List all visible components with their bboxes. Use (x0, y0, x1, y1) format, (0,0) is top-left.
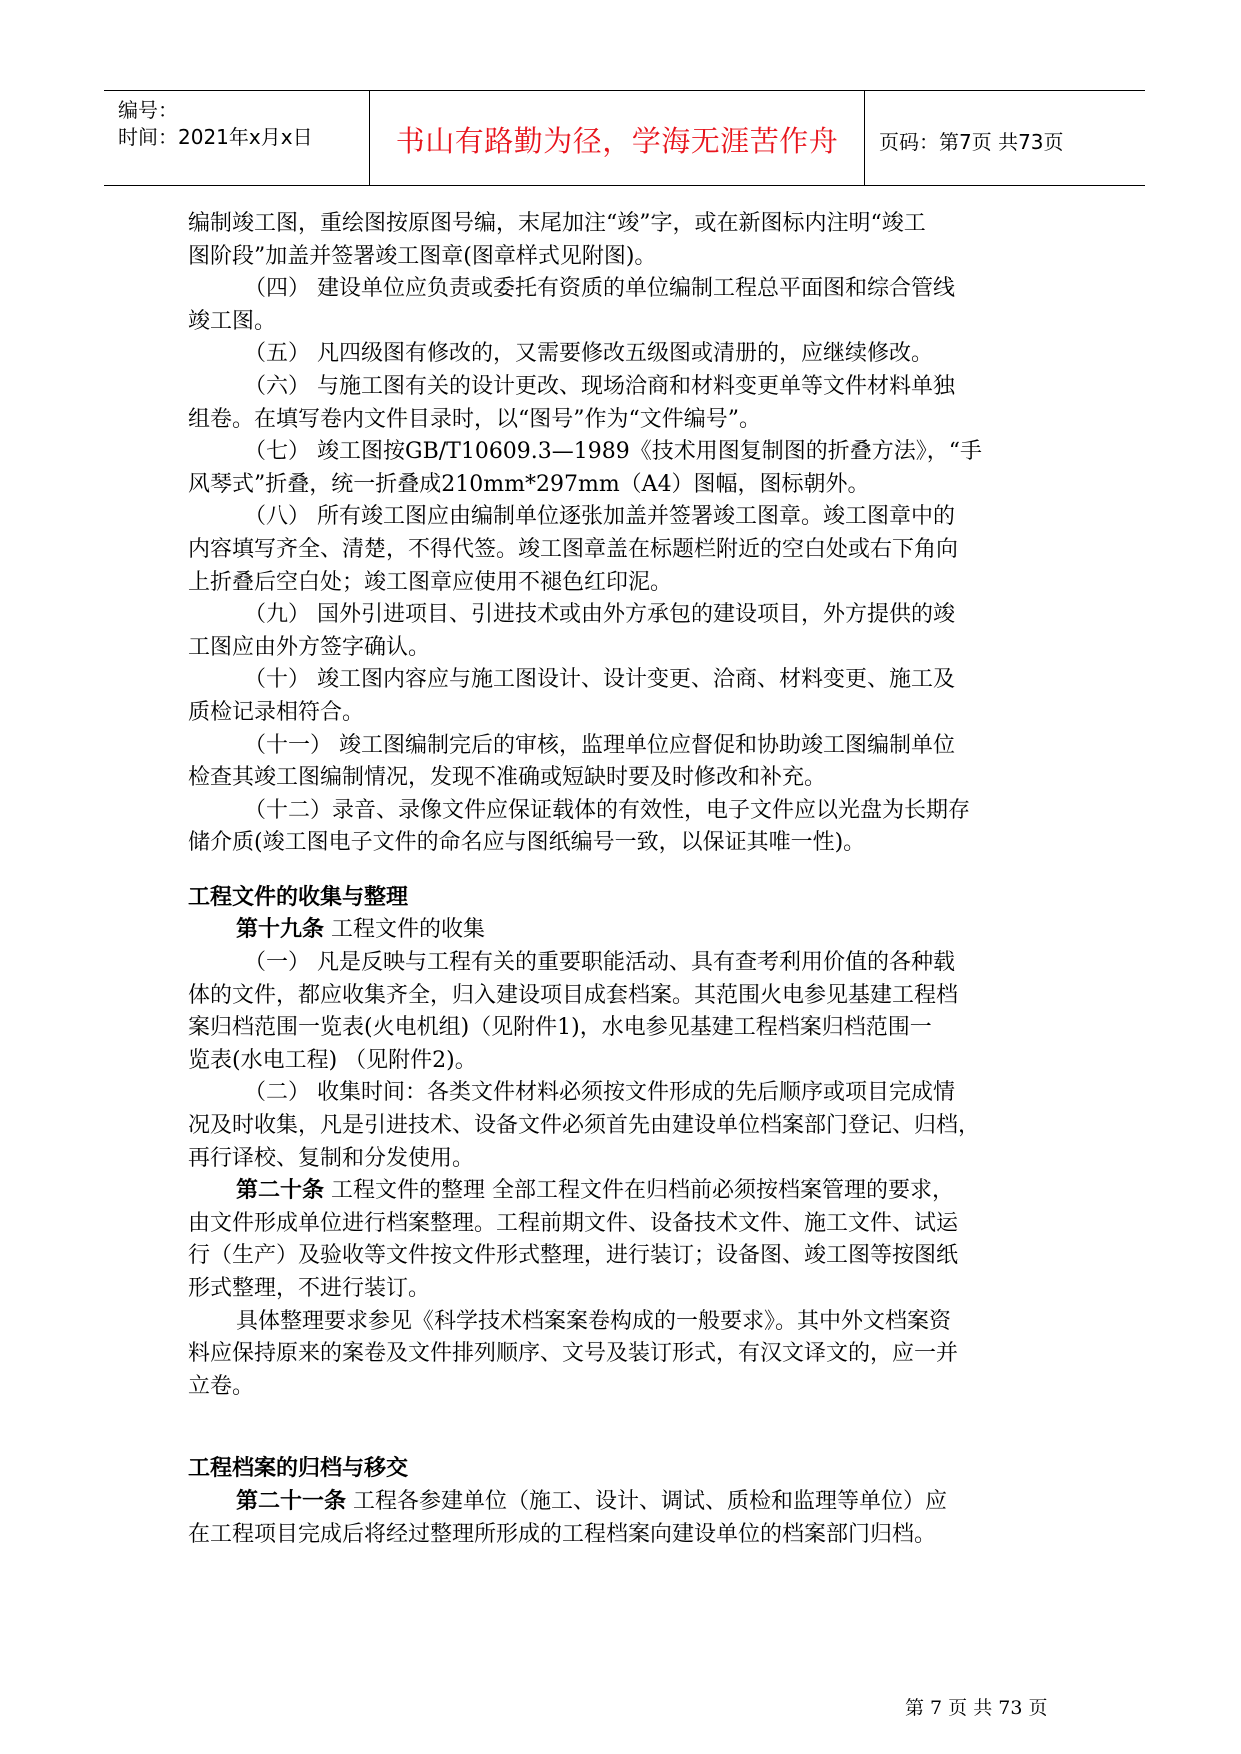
text-line: 竣工图。 (188, 308, 277, 334)
article-heading-19 (188, 914, 1058, 947)
text-line: （五） 凡四级图有修改的，又需要修改五级图或清册的，应继续修改。 (244, 341, 933, 367)
header-page-number: 页码：第7页 共73页 (879, 130, 1064, 154)
article-number: 第二十一条 (236, 1488, 347, 1514)
text-line: （九） 国外引进项目、引进技术或由外方承包的建设项目，外方提供的竣 (244, 602, 955, 628)
section-heading: 工程档案的归档与移交 (188, 1456, 409, 1482)
text-line: 上折叠后空白处；竣工图章应使用不褪色红印泥。 (188, 569, 673, 595)
paragraph-item-12 (188, 795, 1058, 860)
text-line: 由文件形成单位进行档案整理。工程前期文件、设备技术文件、施工文件、试运 (188, 1210, 959, 1236)
paragraph-item-6 (188, 371, 1058, 436)
text-line (188, 1486, 1058, 1519)
paragraph-item-7 (188, 436, 1058, 501)
paragraph-19-1 (188, 947, 1058, 1077)
article-21 (188, 1486, 1058, 1551)
text-line: 组卷。在填写卷内文件目录时，以“图号”作为“文件编号”。 (188, 406, 761, 432)
article-number: 第十九条 (236, 917, 325, 943)
text-line: 再行译校、复制和分发使用。 (188, 1145, 475, 1171)
text-line: 立卷。 (188, 1373, 255, 1399)
article-title: 工程文件的收集 (324, 917, 486, 943)
text-line: 质检记录相符合。 (188, 699, 365, 725)
header-left-cell (104, 91, 369, 185)
text-line: （二） 收集时间：各类文件材料必须按文件形成的先后顺序或项目完成情 (244, 1080, 955, 1106)
header-motto: 书山有路勤为径，学海无涯苦作舟 (395, 124, 839, 158)
text-line: 形式整理，不进行装订。 (188, 1276, 431, 1301)
text-line: 风琴式”折叠，统一折叠成210mm*297mm（A4）图幅，图标朝外。 (188, 471, 870, 497)
article-number: 第二十条 (236, 1178, 325, 1204)
text-line: 料应保持原来的案卷及文件排列顺序、文号及装订形式，有汉文译文的，应一并 (188, 1341, 959, 1367)
text-line: 工图应由外方签字确认。 (188, 634, 431, 660)
page-footer: 第 7 页 共 73 页 (905, 1697, 1048, 1719)
text-line: （十二）录音、录像文件应保证载体的有效性，电子文件应以光盘为长期存 (244, 797, 971, 823)
text-line: （一） 凡是反映与工程有关的重要职能活动、具有查考利用价值的各种载 (244, 950, 955, 976)
text-line: （八） 所有竣工图应由编制单位逐张加盖并签署竣工图章。竣工图章中的 (244, 504, 955, 530)
text-line: （七） 竣工图按GB/T10609.3—1989《技术用图复制图的折叠方法》，“手 (244, 439, 983, 465)
paragraph-item-4 (188, 273, 1058, 338)
paragraph-19-2 (188, 1077, 1058, 1175)
article-20 (188, 1175, 1058, 1305)
text-line: （十一） 竣工图编制完后的审核，监理单位应督促和协助竣工图编制单位 (244, 732, 955, 758)
document-body (188, 208, 1058, 1551)
section-heading: 工程文件的收集与整理 (188, 884, 409, 910)
paragraph-20-2 (188, 1306, 1058, 1404)
document-time: 时间：2021年x月x日 (118, 125, 313, 149)
text-line: 行（生产）及验收等文件按文件形式整理，进行装订；设备图、竣工图等按图纸 (188, 1243, 959, 1269)
text-line: 体的文件，都应收集齐全，归入建设项目成套档案。其范围火电参见基建工程档 (188, 982, 959, 1008)
paragraph-item-11 (188, 730, 1058, 795)
text-line: 览表(水电工程) （见附件2)。 (188, 1047, 477, 1073)
header-center-cell (369, 91, 865, 185)
document-number-label: 编号： (118, 98, 178, 122)
text-line: 况及时收集，凡是引进技术、设备文件必须首先由建设单位档案部门登记、归档， (188, 1113, 981, 1139)
text-line (188, 1175, 1058, 1208)
text-line: 检查其竣工图编制情况，发现不准确或短缺时要及时修改和补充。 (188, 765, 827, 791)
text-line: （六） 与施工图有关的设计更改、现场洽商和材料变更单等文件材料单独 (244, 373, 955, 399)
text-line: 在工程项目完成后将经过整理所形成的工程档案向建设单位的档案部门归档。 (188, 1521, 937, 1547)
text-line: 内容填写齐全、清楚，不得代签。竣工图章盖在标题栏附近的空白处或右下角向 (188, 536, 959, 562)
text-line: 储介质(竣工图电子文件的命名应与图纸编号一致，以保证其唯一性)。 (188, 830, 866, 856)
text-line: 编制竣工图，重绘图按原图号编，末尾加注“竣”字，或在新图标内注明“竣工 (188, 211, 926, 236)
paragraph-item-5 (188, 338, 1058, 371)
text-line: （四） 建设单位应负责或委托有资质的单位编制工程总平面图和综合管线 (244, 276, 955, 302)
paragraph-item-8 (188, 501, 1058, 599)
header-right-cell (865, 91, 1145, 185)
text-line: （十） 竣工图内容应与施工图设计、设计变更、洽商、材料变更、施工及 (244, 667, 955, 693)
text-line: 图阶段”加盖并签署竣工图章(图章样式见附图)。 (188, 243, 657, 269)
paragraph-item-10 (188, 664, 1058, 729)
text-line: 具体整理要求参见《科学技术档案案卷构成的一般要求》。其中外文档案资 (236, 1308, 952, 1334)
paragraph-item-9 (188, 599, 1058, 664)
article-text: 工程各参建单位（施工、设计、调试、质检和监理等单位）应 (346, 1488, 948, 1514)
text-line: 案归档范围一览表(火电机组)（见附件1)，水电参见基建工程档案归档范围一 (188, 1015, 932, 1041)
page-header (104, 90, 1145, 186)
paragraph-continuation (188, 208, 1058, 273)
article-text: 工程文件的整理 全部工程文件在归档前必须按档案管理的要求， (324, 1178, 955, 1204)
